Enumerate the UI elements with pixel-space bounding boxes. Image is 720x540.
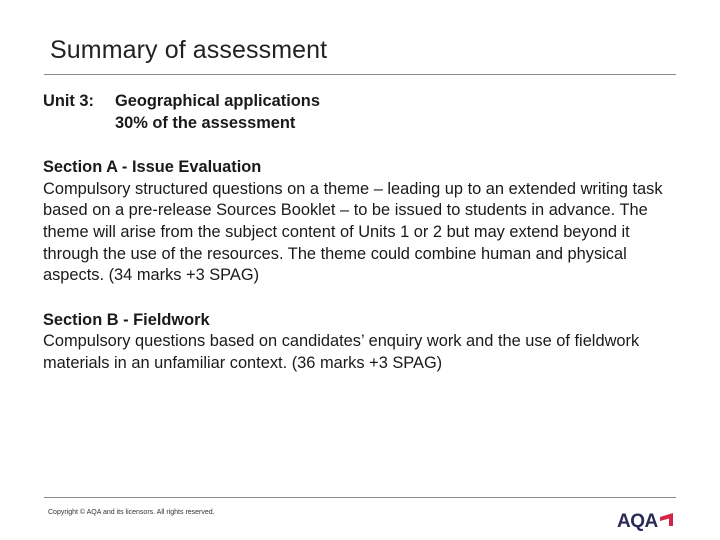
section-a-body: Compulsory structured questions on a theme – leading up to an extended writing task based on a pre-release Sources Booklet – to be issued to students in advance. The theme will arise from the subject content of Units 1 or 2 but may extend beyond it through the use of the resources. The theme could combine human and physical aspects. (34 marks +3 SPAG) bbox=[43, 179, 663, 285]
aqa-logo-text: AQA bbox=[617, 511, 658, 532]
section-a-heading: Section A - Issue Evaluation bbox=[43, 158, 262, 177]
unit-name: Geographical applications bbox=[115, 92, 320, 110]
title-divider bbox=[44, 74, 676, 75]
aqa-logo bbox=[617, 509, 673, 531]
section-a bbox=[43, 157, 678, 287]
unit-label: Unit 3: bbox=[43, 92, 94, 110]
copyright-notice: Copyright © AQA and its licensors. All rights reserved. bbox=[48, 509, 215, 516]
section-b bbox=[43, 310, 678, 375]
unit-summary bbox=[43, 91, 678, 134]
footer-divider bbox=[44, 497, 676, 498]
slide-content bbox=[43, 91, 678, 375]
unit-weight: 30% of the assessment bbox=[115, 113, 296, 132]
unit-details bbox=[115, 91, 320, 134]
section-b-heading: Section B - Fieldwork bbox=[43, 310, 210, 329]
aqa-logo-mark-icon bbox=[660, 513, 673, 526]
slide-title: Summary of assessment bbox=[50, 36, 328, 64]
section-b-body: Compulsory questions based on candidates’ enquiry work and the use of fieldwork materials in an unfamiliar context. (36 marks +3 SPAG) bbox=[43, 332, 640, 372]
